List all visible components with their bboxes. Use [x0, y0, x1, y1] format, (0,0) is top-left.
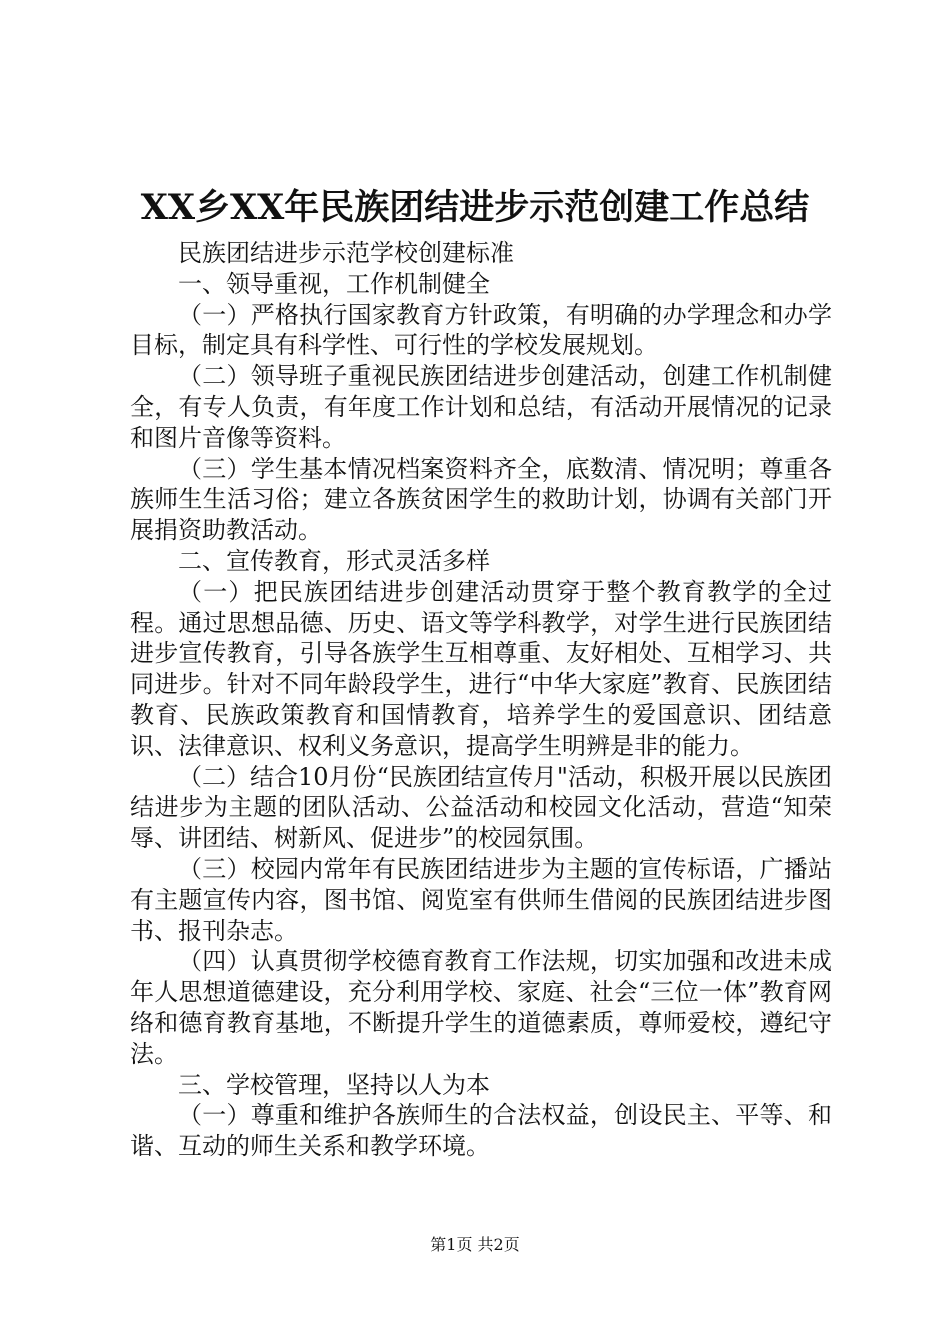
section-heading: 二、宣传教育，形式灵活多样 — [178, 546, 490, 575]
paragraph: （二）领导班子重视民族团结进步创建活动，创建工作机制健全，有专人负责，有年度工作计划和总结，有活动开展情况的记录和图片音像等资料。 — [130, 362, 832, 452]
page-footer: 第1页 共2页 — [430, 1235, 520, 1254]
section-heading: 三、学校管理，坚持以人为本 — [178, 1070, 490, 1099]
paragraph: （四）认真贯彻学校德育教育工作法规，切实加强和改进未成年人思想道德建设，充分利用学校、家庭、社会“三位一体”教育网络和德育教育基地，不断提升学生的道德素质，尊师爱校，遵纪守法。 — [130, 947, 832, 1068]
subtitle-paragraph: 民族团结进步示范学校创建标准 — [178, 239, 514, 267]
paragraph: （一）尊重和维护各族师生的合法权益，创设民主、平等、和谐、互动的师生关系和教学环境。 — [130, 1101, 832, 1161]
section-heading: 一、领导重视，工作机制健全 — [178, 269, 490, 298]
document-body — [130, 238, 832, 1162]
paragraph: （二）结合10月份“民族团结宣传月"活动，积极开展以民族团结进步为主题的团队活动、公益活动和校园文化活动，营造“知荣辱、讲团结、树新风、促进步”的校园氛围。 — [130, 762, 832, 853]
document-title: XX乡XX年民族团结进步示范创建工作总结 — [140, 187, 810, 228]
paragraph: （一）把民族团结进步创建活动贯穿于整个教育教学的全过程。通过思想品德、历史、语文等学科教学，对学生进行民族团结进步宣传教育，引导各族学生互相尊重、友好相处、互相学习、共同进步。针对不同年龄段学生，进行“中华大家庭”教育、民族团结教育、民族政策教育和国情教育，培养学生的爱国意识、团结意识、法律意识、权利义务意识，提高学生明辨是非的能力。 — [130, 577, 832, 760]
paragraph: （三）校园内常年有民族团结进步为主题的宣传标语，广播站有主题宣传内容，图书馆、阅览室有供师生借阅的民族团结进步图书、报刊杂志。 — [130, 854, 832, 945]
paragraph: （一）严格执行国家教育方针政策，有明确的办学理念和办学目标，制定具有科学性、可行性的学校发展规划。 — [130, 300, 832, 360]
paragraph: （三）学生基本情况档案资料齐全，底数清、情况明；尊重各族师生生活习俗；建立各族贫困学生的救助计划，协调有关部门开展捐资助教活动。 — [130, 454, 832, 545]
